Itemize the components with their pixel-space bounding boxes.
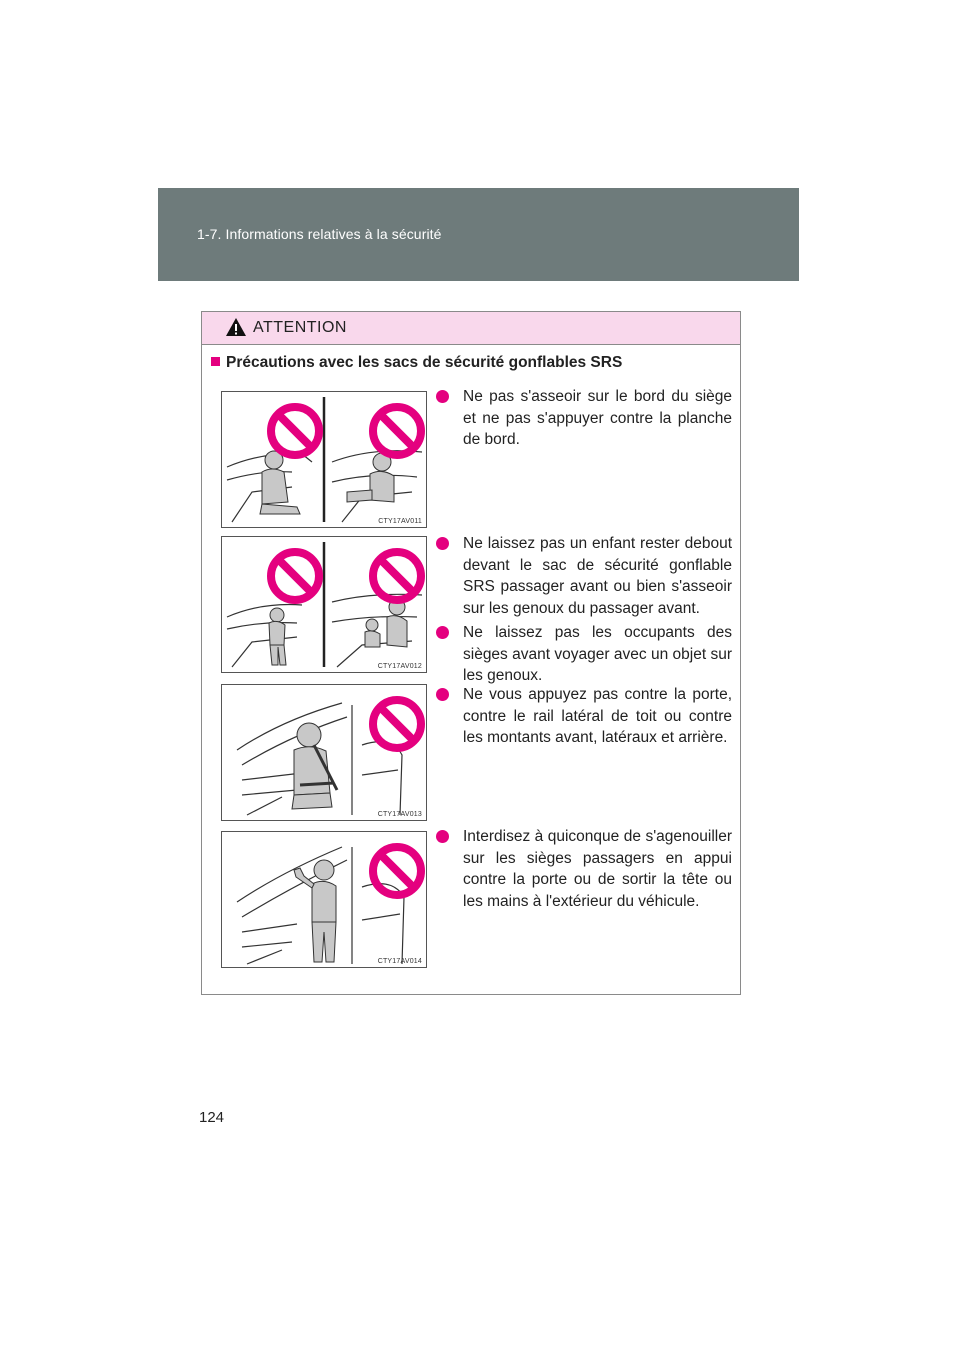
page-number: 124 <box>199 1109 225 1126</box>
bullet-item <box>436 826 732 912</box>
illustration-1 <box>221 391 427 528</box>
illustration-code: CTY17AV014 <box>377 958 422 965</box>
bullet-item <box>436 684 732 749</box>
illustration-code: CTY17AV011 <box>378 518 422 525</box>
prohibited-sign-icon <box>368 842 426 900</box>
attention-box <box>201 311 741 995</box>
bullet-item <box>436 533 732 619</box>
prohibited-sign-icon <box>368 547 426 605</box>
square-bullet-icon <box>211 357 220 366</box>
prohibited-sign-icon <box>266 402 324 460</box>
bullet-text: Interdisez à quiconque de s'agenouiller sur les sièges passagers en appui contre la porte ou de sortir la tête ou les mains à l'extérieur du véhicule. <box>463 828 732 910</box>
bullet-item <box>436 622 732 687</box>
warning-triangle-icon <box>225 317 247 337</box>
illustration-2 <box>221 536 427 673</box>
bullet-text: Ne pas s'asseoir sur le bord du siège et ne pas s'appuyer contre la planche de bord. <box>463 388 732 448</box>
subheading-text: Précautions avec les sacs de sécurité gonflables SRS <box>226 354 623 371</box>
subheading <box>211 354 622 372</box>
bullet-dot-icon <box>436 626 449 639</box>
prohibited-sign-icon <box>368 695 426 753</box>
bullet-text: Ne laissez pas un enfant rester debout devant le sac de sécurité gonflable SRS passager avant ou bien s'asseoir sur les genoux du passager avant. <box>463 535 732 617</box>
illustration-4 <box>221 831 427 968</box>
illustration-code: CTY17AV012 <box>377 663 422 670</box>
header-band <box>158 188 799 281</box>
bullet-text: Ne vous appuyez pas contre la porte, contre le rail latéral de toit ou contre les montants avant, latéraux et arrière. <box>463 686 732 746</box>
illustration-code: CTY17AV013 <box>377 811 422 818</box>
bullet-dot-icon <box>436 688 449 701</box>
prohibited-sign-icon <box>368 402 426 460</box>
bullet-item <box>436 386 732 451</box>
bullet-dot-icon <box>436 537 449 550</box>
attention-title: ATTENTION <box>253 319 347 336</box>
bullet-dot-icon <box>436 390 449 403</box>
section-title: 1-7. Informations relatives à la sécurité <box>197 226 442 242</box>
attention-header <box>202 312 740 345</box>
bullet-text: Ne laissez pas les occupants des sièges avant voyager avec un objet sur les genoux. <box>463 624 732 684</box>
prohibited-sign-icon <box>266 547 324 605</box>
illustration-3 <box>221 684 427 821</box>
bullet-dot-icon <box>436 830 449 843</box>
